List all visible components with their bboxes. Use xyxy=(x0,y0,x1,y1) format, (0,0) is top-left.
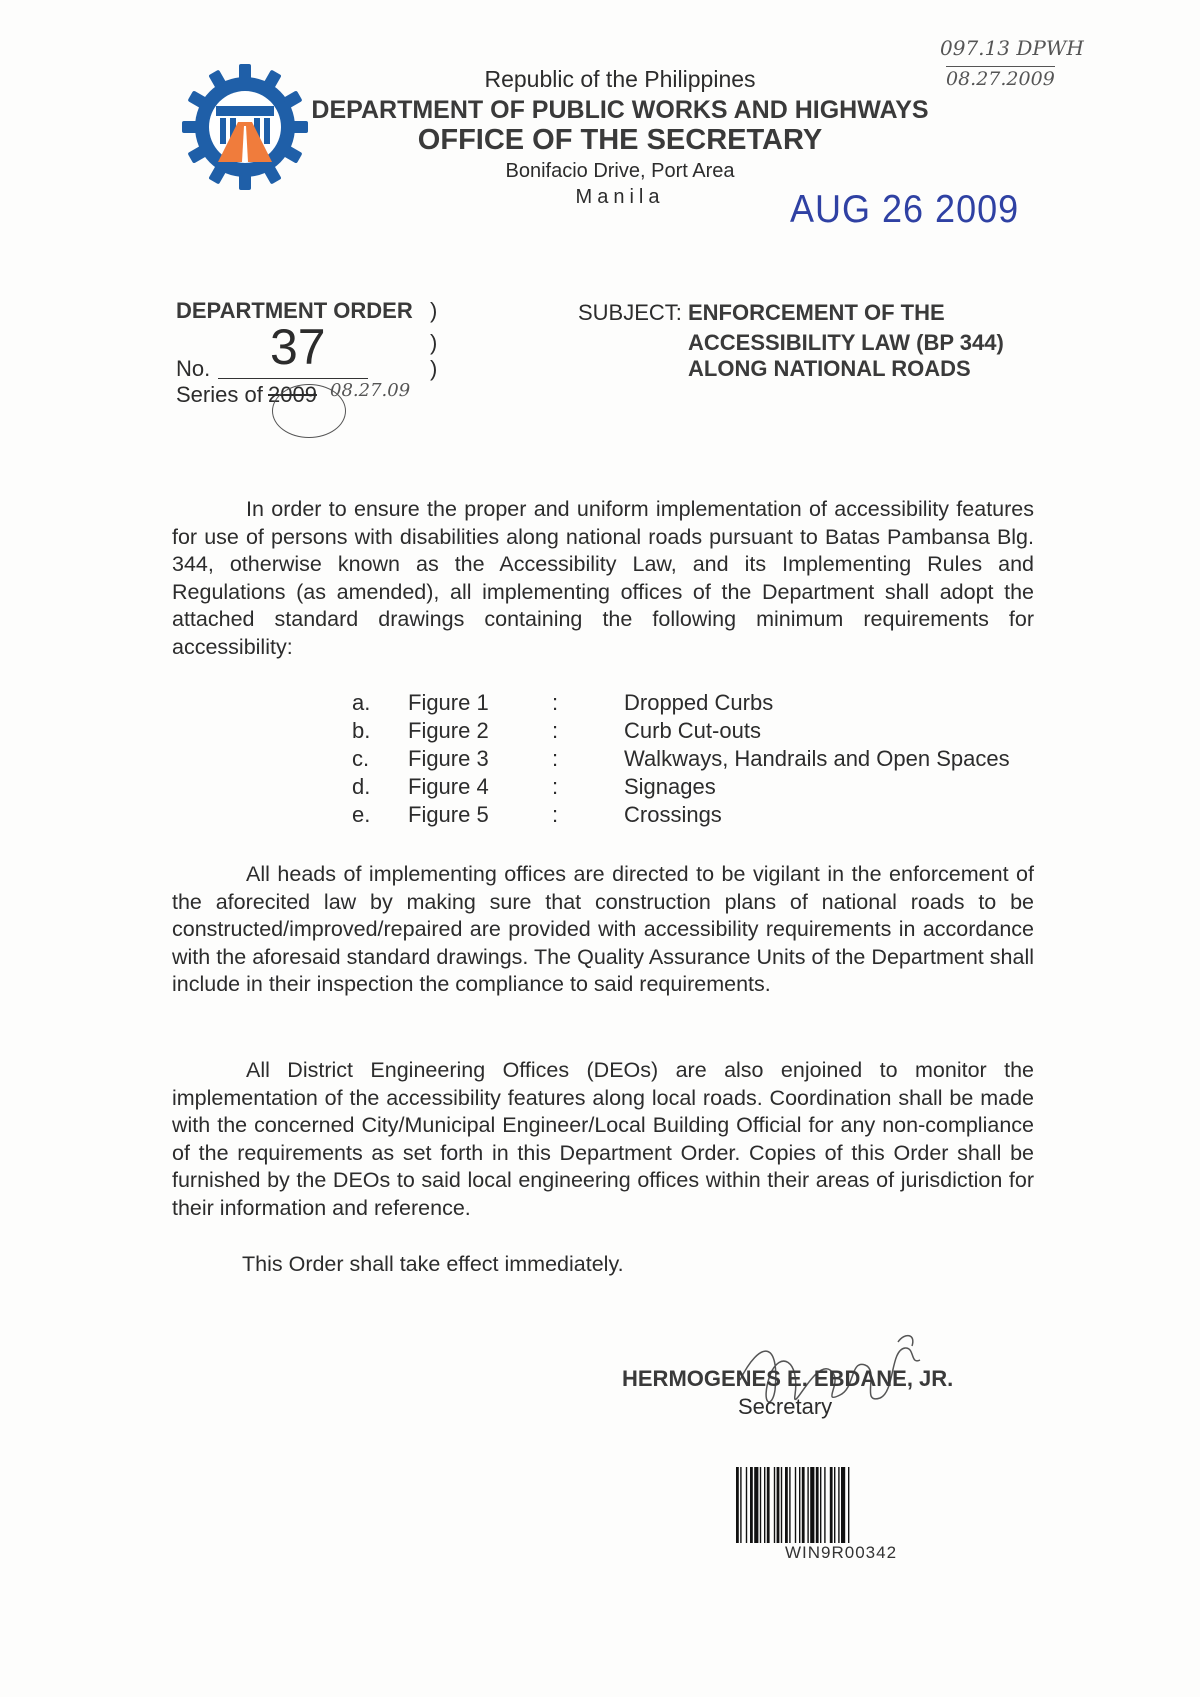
subject-line: ALONG NATIONAL ROADS xyxy=(688,356,971,381)
figure-letter: e. xyxy=(352,802,371,827)
barcode-bar xyxy=(824,1467,825,1543)
figure-description: Signages xyxy=(624,774,716,799)
figure-name: Figure 3 xyxy=(408,746,489,771)
barcode-bar xyxy=(760,1467,761,1543)
subject-label: SUBJECT: xyxy=(578,300,682,325)
bracket: ) xyxy=(430,356,438,381)
figure-name: Figure 2 xyxy=(408,718,489,743)
figure-list-item xyxy=(352,802,1052,830)
barcode-bar xyxy=(774,1467,775,1543)
figure-list-item xyxy=(352,746,1052,774)
signer-name: HERMOGENES E. EBDANE, JR. xyxy=(622,1366,954,1391)
subject-line: ENFORCEMENT OF THE xyxy=(688,300,945,325)
barcode-bar xyxy=(785,1467,788,1543)
subject-line: ACCESSIBILITY LAW (BP 344) xyxy=(688,330,1004,355)
barcode-bar xyxy=(799,1467,800,1543)
figure-name: Figure 5 xyxy=(408,802,489,827)
signer-title: Secretary xyxy=(738,1394,833,1419)
figure-description: Dropped Curbs xyxy=(624,690,774,715)
figure-separator: : xyxy=(552,774,559,799)
figure-separator: : xyxy=(552,690,559,715)
figure-name: Figure 1 xyxy=(408,690,489,715)
figure-description: Curb Cut-outs xyxy=(624,718,761,743)
barcode-bar xyxy=(834,1467,835,1543)
barcode-bar xyxy=(781,1467,782,1543)
figure-letter: c. xyxy=(352,746,370,771)
office-heading: OFFICE OF THE SECRETARY xyxy=(417,124,823,156)
date-stamp: AUG 26 2009 xyxy=(790,186,1020,231)
barcode-bar xyxy=(810,1467,814,1543)
barcode-bar xyxy=(820,1467,821,1543)
barcode-bar xyxy=(848,1467,849,1543)
figure-letter: b. xyxy=(352,718,371,743)
body-paragraph: All heads of implementing offices are directed to be vigilant in the enforcement of the aforecited law by making sure that construction plans of national roads to be constructed/improved/repaired are provided with accessibility requirements in accordance with the aforesaid standard drawings. The Quality Assurance Units of the Department shall include in their inspection the compliance to said requirements. xyxy=(172,862,1034,996)
figure-separator: : xyxy=(552,746,559,771)
figure-name: Figure 4 xyxy=(408,774,489,799)
barcode-bar xyxy=(764,1467,765,1543)
dpwh-seal-icon xyxy=(180,62,310,192)
address-line: Bonifacio Drive, Port Area xyxy=(505,160,735,182)
body-paragraph: In order to ensure the proper and uniform implementation of accessibility features for use of persons with disabilities along national roads pursuant to Batas Pambansa Blg. 344, otherwise known as the Accessibility Law, and its Implementing Rules and Regulations (as amended), all implementing offices of the Department shall adopt the attached standard drawings containing the following minimum requirements for accessibility: xyxy=(172,497,1034,659)
republic-heading: Republic of the Philippines xyxy=(484,66,756,92)
barcode-bar xyxy=(789,1467,790,1543)
barcode xyxy=(736,1467,946,1543)
barcode-bar xyxy=(750,1467,753,1543)
department-heading: DEPARTMENT OF PUBLIC WORKS AND HIGHWAYS xyxy=(311,96,929,124)
figure-list-item xyxy=(352,774,1052,802)
barcode-bar xyxy=(746,1467,747,1543)
order-label: DEPARTMENT ORDER xyxy=(176,298,413,323)
body-paragraph: All District Engineering Offices (DEOs) are also enjoined to monitor the implementation of the accessibility features along local roads. Coordination shall be made with the concerned City/Municipal Engineer/Local Building Official for any non-compliance of the requirements as set forth in this Department Order. Copies of this Order shall be furnished by the DEOs to said local engineering offices within their areas of jurisdiction for their information and reference. xyxy=(172,1058,1034,1220)
figure-letter: d. xyxy=(352,774,371,799)
series-year: 2009 xyxy=(268,382,317,407)
order-number-label: No. xyxy=(176,356,211,381)
barcode-bar xyxy=(830,1467,833,1543)
handwritten-circle xyxy=(272,384,346,438)
city-line: Manila xyxy=(575,186,665,208)
barcode-bar xyxy=(754,1467,758,1543)
body-paragraph: This Order shall take effect immediately. xyxy=(242,1252,624,1276)
order-number-line xyxy=(218,378,368,379)
handwritten-file-date: 08.27.2009 xyxy=(946,68,1055,90)
figure-separator: : xyxy=(552,802,559,827)
figure-list-item xyxy=(352,690,1052,718)
barcode-bar xyxy=(841,1467,845,1543)
figure-letter: a. xyxy=(352,690,371,715)
bracket: ) xyxy=(430,330,438,355)
barcode-bar xyxy=(767,1467,770,1543)
figure-description: Walkways, Handrails and Open Spaces xyxy=(624,746,1010,771)
handwritten-series-note: 08.27.09 xyxy=(330,380,411,401)
barcode-bar xyxy=(777,1467,780,1543)
barcode-bar xyxy=(807,1467,808,1543)
barcode-bar xyxy=(838,1467,839,1543)
order-number: 37 xyxy=(270,319,326,375)
figure-separator: : xyxy=(552,718,559,743)
series-label: Series of xyxy=(176,382,263,407)
barcode-bar xyxy=(740,1467,741,1543)
barcode-bar xyxy=(736,1467,739,1543)
bracket: ) xyxy=(430,298,438,323)
barcode-bar xyxy=(802,1467,805,1543)
barcode-number: WIN9R00342 xyxy=(784,1543,898,1562)
figure-description: Crossings xyxy=(624,802,722,827)
handwritten-file-ref: 097.13 DPWH xyxy=(940,36,1084,60)
barcode-bar xyxy=(816,1467,819,1543)
barcode-bar xyxy=(795,1467,796,1543)
figure-list-item xyxy=(352,718,1052,746)
